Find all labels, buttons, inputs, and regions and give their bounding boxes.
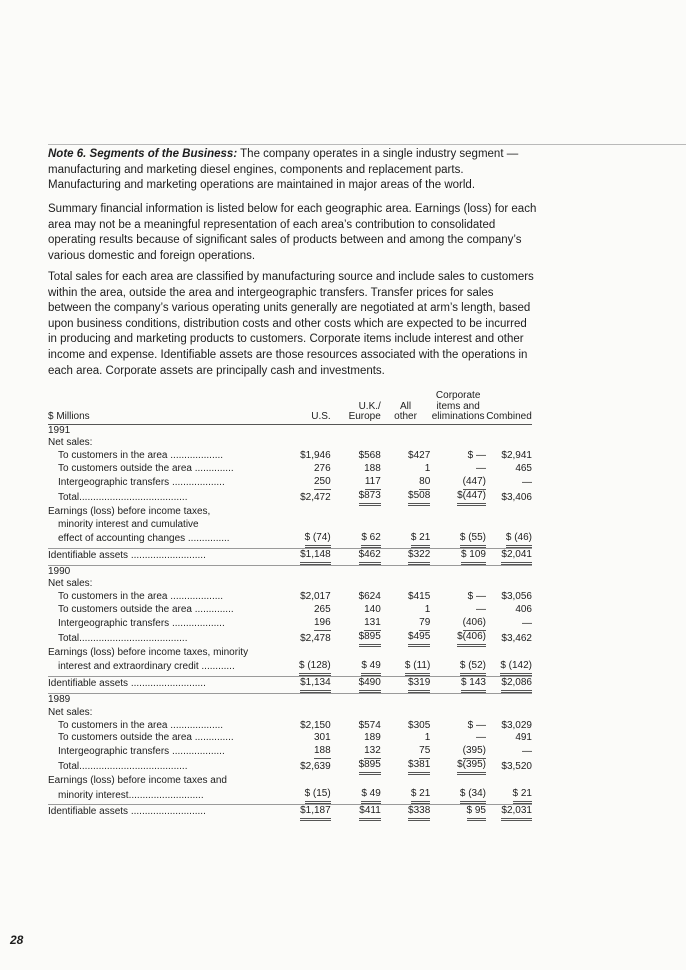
value: $ (128) xyxy=(299,660,331,676)
cell-us xyxy=(281,660,331,676)
row-label: Total....................................... xyxy=(58,491,188,503)
cell-corp: $ — xyxy=(467,591,486,603)
cell-uk xyxy=(331,476,381,490)
cell-us xyxy=(281,745,331,759)
value: $2,086 xyxy=(501,677,532,693)
table-row xyxy=(48,617,532,631)
cell-corp xyxy=(430,617,486,631)
cell-uk: 189 xyxy=(364,732,381,744)
cell-uk: $568 xyxy=(358,450,381,462)
cell-us xyxy=(281,759,331,775)
header-us: U.S. xyxy=(281,391,331,424)
cell-uk xyxy=(331,804,381,820)
cell-combined xyxy=(486,788,532,804)
earnings-label-line: minority interest and cumulative xyxy=(58,518,199,530)
cell-other xyxy=(381,788,430,804)
cell-corp: $ — xyxy=(467,719,486,731)
segment-table xyxy=(48,391,532,821)
cell-uk xyxy=(331,490,381,506)
cell-us xyxy=(281,617,331,631)
header-corp-line3: eliminations xyxy=(431,411,485,422)
row-label: Intergeographic transfers ................... xyxy=(58,476,225,488)
cell-other: 1 xyxy=(424,732,431,744)
value: $ 49 xyxy=(361,660,380,676)
cell-combined: — xyxy=(522,745,532,757)
cell-us: 265 xyxy=(314,604,331,616)
value: $338 xyxy=(408,805,430,821)
row-label: To customers in the area ................... xyxy=(58,450,224,462)
cell-uk: $574 xyxy=(358,719,381,731)
value: (447) xyxy=(463,476,486,490)
table-row xyxy=(48,759,532,775)
header-combined: Combined xyxy=(486,391,532,424)
cell-other xyxy=(381,548,430,565)
cell-us xyxy=(281,532,331,548)
cell-combined xyxy=(486,548,532,565)
table-row xyxy=(48,788,532,804)
cell-uk: 140 xyxy=(364,604,381,616)
value: 80 xyxy=(419,476,430,490)
cell-corp xyxy=(430,788,486,804)
value: 75 xyxy=(419,745,430,759)
cell-us xyxy=(281,490,331,506)
value: $ 49 xyxy=(361,788,380,804)
cell-combined xyxy=(486,660,532,676)
value: 250 xyxy=(314,476,331,490)
value: $ (55) xyxy=(460,532,486,548)
row-label: Intergeographic transfers ................... xyxy=(58,745,225,757)
value: $ (74) xyxy=(305,532,331,548)
net-sales-label: Net sales: xyxy=(48,706,93,718)
row-label: Total....................................... xyxy=(58,632,188,644)
cell-other: $415 xyxy=(408,591,431,603)
cell-other: 1 xyxy=(424,463,431,475)
cell-uk xyxy=(331,745,381,759)
cell-other xyxy=(381,631,430,647)
year-row xyxy=(48,424,532,437)
table-row xyxy=(48,463,532,476)
cell-other: 1 xyxy=(424,604,431,616)
cell-corp: $ — xyxy=(467,450,486,462)
table-row xyxy=(48,476,532,490)
note-paragraph-2: Summary financial information is listed below for each geographic area. Earnings (loss) for each area may not be a meaningful representation of each area’s contribution to consolidated operating results because of significant sales of products between and among the company’s various domestic and foreign operations. xyxy=(48,203,537,262)
table-row xyxy=(48,676,532,693)
cell-corp xyxy=(430,490,486,506)
cell-other xyxy=(381,660,430,676)
cell-corp: — xyxy=(475,463,486,475)
note-title: Note 6. Segments of the Business: xyxy=(48,148,238,160)
cell-uk xyxy=(331,631,381,647)
header-other-line2: other xyxy=(394,411,417,422)
row-label: To customers in the area ................... xyxy=(58,591,224,603)
earnings-label-line: effect of accounting changes ............... xyxy=(58,533,230,545)
table-row xyxy=(48,450,532,463)
value: $ (46) xyxy=(506,532,532,548)
cell-combined xyxy=(486,804,532,820)
value: $ (52) xyxy=(460,660,486,676)
value: $1,134 xyxy=(300,677,331,693)
cell-combined: $3,056 xyxy=(501,591,532,603)
value: $895 xyxy=(359,631,381,647)
cell-other xyxy=(381,490,430,506)
row-label: To customers outside the area .............. xyxy=(58,732,234,744)
cell-corp xyxy=(430,660,486,676)
row-label: Intergeographic transfers ................... xyxy=(58,617,225,629)
header-uk-europe xyxy=(331,391,381,424)
row-label: To customers outside the area .............. xyxy=(58,463,234,475)
table-row xyxy=(48,604,532,617)
earnings-label-row xyxy=(48,519,532,532)
cell-us xyxy=(281,676,331,693)
earnings-label-row xyxy=(48,506,532,519)
value: $ (34) xyxy=(460,788,486,804)
cell-combined xyxy=(486,532,532,548)
cell-combined: — xyxy=(522,476,532,488)
cell-corp xyxy=(430,676,486,693)
net-sales-row xyxy=(48,437,532,450)
year-label: 1991 xyxy=(48,424,71,436)
value: $322 xyxy=(408,549,430,565)
row-label: Identifiable assets ........................... xyxy=(48,676,281,693)
value: 188 xyxy=(314,745,331,759)
cell-us xyxy=(281,788,331,804)
table-row xyxy=(48,631,532,647)
cell-uk xyxy=(331,660,381,676)
header-uk-line2: Europe xyxy=(348,411,381,422)
net-sales-label: Net sales: xyxy=(48,578,93,590)
cell-uk: $624 xyxy=(358,591,381,603)
net-sales-row xyxy=(48,707,532,720)
earnings-label-line: interest and extraordinary credit ............ xyxy=(58,661,235,673)
value: $490 xyxy=(359,677,381,693)
header-uk-line1: U.K./ xyxy=(358,400,381,412)
header-other-line1: All xyxy=(399,400,412,412)
cell-other xyxy=(381,617,430,631)
value: $411 xyxy=(359,805,381,821)
cell-corp: — xyxy=(475,604,486,616)
value: 131 xyxy=(364,617,381,631)
page-number: 28 xyxy=(10,933,24,947)
value: $2,639 xyxy=(300,760,331,772)
value: $ 109 xyxy=(461,549,486,565)
table-row xyxy=(48,732,532,745)
note-paragraph-3: Total sales for each area are classified by manufacturing source and include sales to customers within the area, outside the area and intergeographic transfers. Transfer prices for sales between the company’s various operating units generally are negotiated at arm’s length, based upon business conditions, distribution costs and other costs which are expected to be incurred in producing and marketing products to customers. Corporate items include interest and other income and expense. Identifiable assets are those resources associated with the operations in each area. Corporate assets are principally cash and investments. xyxy=(48,271,534,377)
row-label: Identifiable assets ........................... xyxy=(48,804,281,820)
cell-us xyxy=(281,476,331,490)
value: $1,187 xyxy=(300,805,331,821)
earnings-label-line: minority interest........................... xyxy=(58,789,204,801)
cell-other: $305 xyxy=(408,719,431,731)
value: $895 xyxy=(359,759,381,775)
cell-combined: 491 xyxy=(515,732,532,744)
table-row xyxy=(48,804,532,820)
value: 117 xyxy=(365,476,381,490)
value: $462 xyxy=(359,549,381,565)
year-label: 1989 xyxy=(48,693,281,706)
cell-uk xyxy=(331,788,381,804)
table-row xyxy=(48,532,532,548)
cell-combined: $3,406 xyxy=(501,491,532,503)
header-corp-line2: items and xyxy=(436,400,480,412)
header-corporate xyxy=(430,391,486,424)
value: $2,478 xyxy=(300,632,331,644)
table-row xyxy=(48,720,532,733)
value: 196 xyxy=(314,617,331,631)
cell-corp: — xyxy=(475,732,486,744)
cell-uk xyxy=(331,759,381,775)
cell-combined: $2,941 xyxy=(501,450,532,462)
net-sales-row xyxy=(48,578,532,591)
header-corp-line1: Corporate xyxy=(435,390,481,401)
cell-corp xyxy=(430,631,486,647)
table-row xyxy=(48,591,532,604)
cell-uk xyxy=(331,532,381,548)
value: $381 xyxy=(408,759,430,775)
value: $ 62 xyxy=(361,532,380,548)
cell-us: 301 xyxy=(314,732,331,744)
earnings-label-line: Earnings (loss) before income taxes, minority xyxy=(48,647,249,658)
value: $ 21 xyxy=(411,532,430,548)
value: $2,472 xyxy=(300,491,331,503)
value: $ 95 xyxy=(467,805,486,821)
cell-other xyxy=(381,476,430,490)
value: $(447) xyxy=(457,490,486,506)
cell-combined xyxy=(486,676,532,693)
table-header-row xyxy=(48,391,532,424)
value: $ (11) xyxy=(405,660,430,676)
table-row xyxy=(48,490,532,506)
cell-other: $427 xyxy=(408,450,431,462)
cell-combined: 465 xyxy=(515,463,532,475)
value: $495 xyxy=(408,631,430,647)
cell-uk xyxy=(331,617,381,631)
earnings-label-row xyxy=(48,775,532,788)
value: $ (142) xyxy=(500,660,532,676)
earnings-label-line: Earnings (loss) before income taxes, xyxy=(48,505,211,517)
top-rule xyxy=(48,144,686,145)
cell-corp xyxy=(430,759,486,775)
year-label: 1990 xyxy=(48,565,281,578)
value: 132 xyxy=(364,745,381,759)
value: $(395) xyxy=(457,759,486,775)
cell-us: 276 xyxy=(314,463,331,475)
cell-uk: 188 xyxy=(364,463,381,475)
net-sales-label: Net sales: xyxy=(48,437,93,449)
value: $ 21 xyxy=(513,788,532,804)
cell-combined: — xyxy=(522,617,532,629)
note-paragraph-1-text: The company operates in a single industry segment — manufacturing and marketing diesel engines, components and replacement parts. Manufacturing and marketing operations are maintained in major areas of the world. xyxy=(48,148,519,192)
cell-us xyxy=(281,631,331,647)
cell-us xyxy=(281,804,331,820)
cell-other xyxy=(381,676,430,693)
cell-uk xyxy=(331,548,381,565)
value: $(406) xyxy=(457,631,486,647)
cell-other xyxy=(381,759,430,775)
cell-combined: 406 xyxy=(515,604,532,616)
value: $ (15) xyxy=(305,788,331,804)
cell-uk xyxy=(331,676,381,693)
value: 79 xyxy=(419,617,430,631)
cell-us: $2,017 xyxy=(300,591,331,603)
value: $2,031 xyxy=(501,805,532,821)
cell-other xyxy=(381,804,430,820)
header-all-other xyxy=(381,391,430,424)
cell-corp xyxy=(430,548,486,565)
value: $2,041 xyxy=(501,549,532,565)
cell-other xyxy=(381,532,430,548)
value: $873 xyxy=(359,490,381,506)
cell-us: $1,946 xyxy=(300,450,331,462)
cell-combined: $3,520 xyxy=(501,760,532,772)
row-label: Identifiable assets ........................... xyxy=(48,548,281,565)
value: (395) xyxy=(463,745,486,759)
value: $1,148 xyxy=(300,549,331,565)
year-row xyxy=(48,565,532,578)
year-row xyxy=(48,693,532,706)
cell-us xyxy=(281,548,331,565)
cell-corp xyxy=(430,804,486,820)
row-label: To customers outside the area .............. xyxy=(58,604,234,616)
cell-combined: $3,462 xyxy=(501,632,532,644)
cell-other xyxy=(381,745,430,759)
cell-corp xyxy=(430,476,486,490)
header-millions: $ Millions xyxy=(48,391,281,424)
cell-corp xyxy=(430,745,486,759)
note-paragraph-1 xyxy=(48,147,538,194)
value: (406) xyxy=(463,617,486,631)
table-row xyxy=(48,548,532,565)
row-label: To customers in the area ................... xyxy=(58,719,224,731)
value: $ 143 xyxy=(461,677,486,693)
table-row xyxy=(48,745,532,759)
cell-combined: $3,029 xyxy=(501,719,532,731)
earnings-label-line: Earnings (loss) before income taxes and xyxy=(48,775,227,787)
earnings-label-row xyxy=(48,647,532,660)
value: $319 xyxy=(408,677,430,693)
table-row xyxy=(48,660,532,676)
row-label: Total....................................... xyxy=(58,760,188,772)
cell-us: $2,150 xyxy=(300,719,331,731)
value: $ 21 xyxy=(411,788,430,804)
value: $508 xyxy=(408,490,430,506)
cell-corp xyxy=(430,532,486,548)
